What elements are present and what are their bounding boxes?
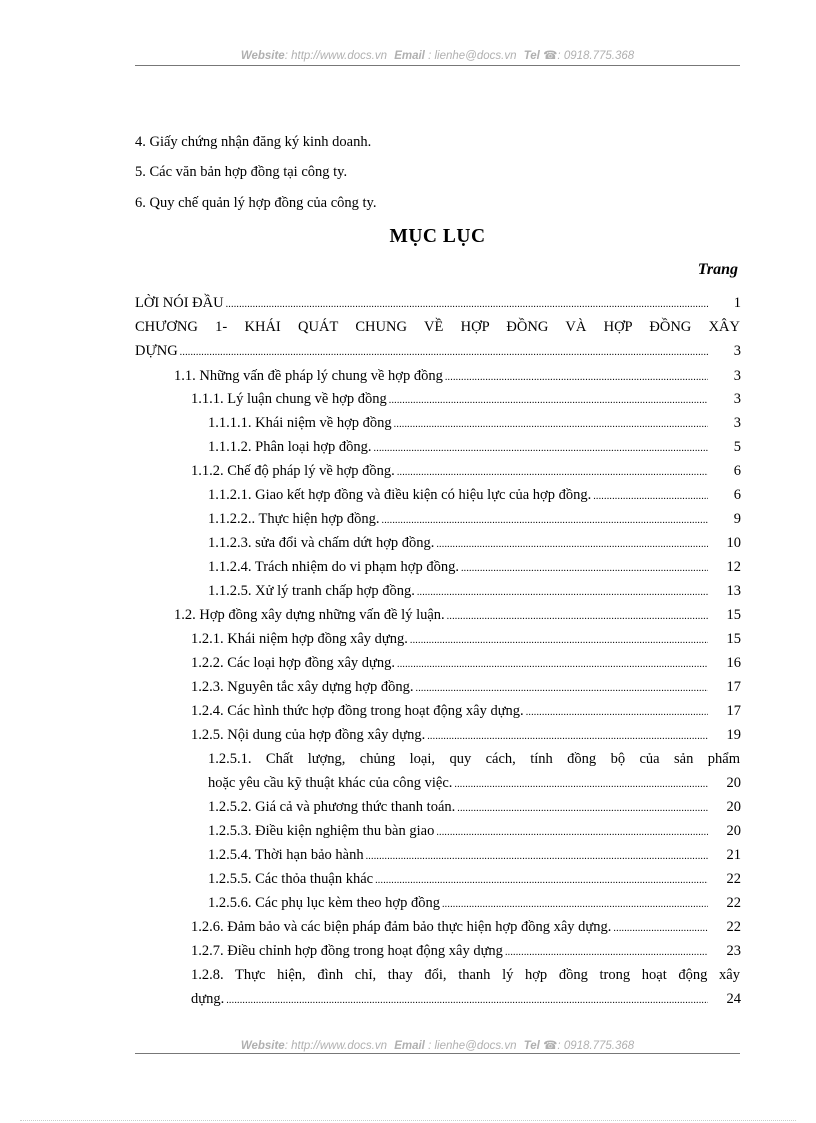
- toc-entry-title-continuation: dựng.: [191, 991, 225, 1007]
- toc-page-number: 1: [733, 295, 741, 311]
- toc-entry[interactable]: [0, 630, 816, 648]
- toc-dot-leader: [442, 898, 708, 912]
- toc-entry[interactable]: [0, 486, 816, 504]
- toc-page-number: 5: [733, 439, 741, 455]
- toc-page-number: 9: [733, 511, 741, 527]
- toc-page-number: 3: [733, 368, 741, 384]
- toc-page-number: 6: [733, 463, 741, 479]
- email-label: Email: [394, 1040, 425, 1052]
- toc-page-number: 16: [726, 655, 741, 671]
- phone-number: 0918.775.368: [563, 1040, 635, 1052]
- toc-title: MỤC LỤC: [389, 226, 486, 247]
- toc-entry-title: 1.1.2.4. Trách nhiệm do vi phạm hợp đồng.: [208, 559, 459, 575]
- toc-page-number: 22: [726, 919, 741, 935]
- toc-page-number: 13: [726, 583, 741, 599]
- reference-item: 4. Giấy chứng nhận đăng ký kinh doanh.: [135, 134, 372, 150]
- toc-entry-title: 1.1. Những vấn đề pháp lý chung về hợp đồng: [174, 368, 443, 384]
- toc-entry-title: 1.2.2. Các loại hợp đồng xây dựng.: [191, 655, 395, 671]
- toc-dot-leader: [180, 346, 708, 360]
- toc-dot-leader: [457, 802, 708, 816]
- toc-page-number: 21: [726, 847, 741, 863]
- toc-page-number: 15: [726, 607, 741, 623]
- toc-dot-leader: [505, 946, 708, 960]
- toc-dot-leader: [445, 371, 708, 385]
- toc-page-number: 3: [733, 391, 741, 407]
- toc-entry-title-continuation: DỰNG: [135, 343, 178, 359]
- toc-dot-leader: [375, 874, 708, 888]
- reference-item: 6. Quy chế quản lý hợp đồng của công ty.: [135, 195, 377, 211]
- toc-entry[interactable]: [0, 894, 816, 912]
- toc-entry[interactable]: [0, 654, 816, 672]
- email-address[interactable]: lienhe@docs.vn: [434, 1040, 517, 1052]
- website-url[interactable]: http://www.docs.vn: [291, 50, 387, 62]
- website-label: Website: [240, 50, 285, 62]
- toc-dot-leader: [416, 682, 708, 696]
- phone-icon: ☎: [543, 50, 558, 62]
- toc-dot-leader: [366, 850, 708, 864]
- toc-page-number: 15: [726, 631, 741, 647]
- toc-entry[interactable]: [0, 438, 816, 456]
- toc-entry-title: 1.2.5.1. Chất lượng, chủng loại, quy cách, tính đồng bộ của sản phẩm: [208, 751, 740, 767]
- toc-entry[interactable]: [0, 942, 816, 960]
- toc-page-number: 20: [726, 823, 741, 839]
- toc-entry-title: LỜI NÓI ĐẦU: [135, 295, 224, 311]
- toc-entry[interactable]: [0, 294, 816, 312]
- toc-dot-leader: [397, 466, 708, 480]
- toc-entry[interactable]: [0, 918, 816, 936]
- tel-label: Tel: [523, 1040, 540, 1052]
- phone-icon: ☎: [543, 1040, 558, 1052]
- toc-entry-title: 1.2.5.4. Thời hạn bảo hành: [208, 847, 364, 863]
- toc-entry[interactable]: [0, 510, 816, 528]
- toc-dot-leader: [454, 778, 708, 792]
- toc-entry[interactable]: [0, 367, 816, 385]
- toc-entry-title: 1.1.2.3. sửa đổi và chấm dứt hợp đồng.: [208, 535, 435, 551]
- toc-dot-leader: [382, 514, 708, 528]
- toc-entry[interactable]: [0, 702, 816, 720]
- toc-entry-title: 1.1.2. Chế độ pháp lý về hợp đồng.: [191, 463, 395, 479]
- toc-dot-leader: [436, 826, 708, 840]
- toc-entry-title: 1.2.6. Đảm bảo và các biện pháp đảm bảo thực hiện hợp đồng xây dựng.: [191, 919, 612, 935]
- toc-entry[interactable]: [0, 318, 816, 360]
- toc-page-number: 24: [726, 991, 741, 1007]
- toc-entry-title: 1.1.2.5. Xử lý tranh chấp hợp đồng.: [208, 583, 415, 599]
- toc-entry-title: 1.2.3. Nguyên tắc xây dựng hợp đồng.: [191, 679, 414, 695]
- toc-entry-title: 1.1.1.2. Phân loại hợp đồng.: [208, 439, 372, 455]
- footer-divider: [135, 1053, 740, 1054]
- toc-dot-leader: [436, 538, 708, 552]
- toc-dot-leader: [613, 922, 708, 936]
- page-edge: [20, 1120, 796, 1121]
- toc-entry-title: 1.2.5.3. Điều kiện nghiệm thu bàn giao: [208, 823, 435, 839]
- toc-page-number: 6: [733, 487, 741, 503]
- toc-entry-title: 1.1.2.2.. Thực hiện hợp đồng.: [208, 511, 380, 527]
- toc-dot-leader: [226, 994, 708, 1008]
- toc-dot-leader: [226, 298, 708, 312]
- toc-entry-title: 1.2.5. Nội dung của hợp đồng xây dựng.: [191, 727, 426, 743]
- toc-page-number: 3: [733, 415, 741, 431]
- toc-entry-title: 1.1.1. Lý luận chung về hợp đồng: [191, 391, 387, 407]
- toc-entry-title: 1.2.8. Thực hiện, đình chỉ, thay đổi, thanh lý hợp đồng trong hoạt động xây: [191, 967, 740, 983]
- toc-entry[interactable]: [0, 798, 816, 816]
- toc-dot-leader: [593, 490, 708, 504]
- toc-entry-title: 1.2.5.5. Các thỏa thuận khác: [208, 871, 374, 887]
- email-address[interactable]: lienhe@docs.vn: [434, 50, 517, 62]
- page-header: Website: http://www.docs.vn Email : lienhe@docs.vn Tel ☎: 0918.775.368: [240, 50, 635, 62]
- toc-dot-leader: [410, 634, 708, 648]
- toc-entry[interactable]: [0, 558, 816, 576]
- toc-entry[interactable]: [0, 678, 816, 696]
- page-footer: Website: http://www.docs.vn Email : lienhe@docs.vn Tel ☎: 0918.775.368: [240, 1040, 635, 1052]
- toc-page-number: 10: [726, 535, 741, 551]
- toc-page-number: 17: [726, 703, 741, 719]
- toc-dot-leader: [389, 394, 708, 408]
- toc-dot-leader: [461, 562, 708, 576]
- toc-entry[interactable]: [0, 606, 816, 624]
- toc-entry-title: CHƯƠNG 1- KHÁI QUÁT CHUNG VỀ HỢP ĐỒNG VÀ HỢP ĐỒNG XÂY: [135, 319, 740, 335]
- toc-entry-title: 1.2.4. Các hình thức hợp đồng trong hoạt động xây dựng.: [191, 703, 524, 719]
- toc-dot-leader: [397, 658, 708, 672]
- email-label: Email: [394, 50, 425, 62]
- toc-entry-title-continuation: hoặc yêu cầu kỹ thuật khác của công việc.: [208, 775, 453, 791]
- reference-item: 5. Các văn bản hợp đồng tại công ty.: [135, 164, 348, 180]
- toc-page-number: 12: [726, 559, 741, 575]
- website-url[interactable]: http://www.docs.vn: [291, 1040, 387, 1052]
- toc-entry-title: 1.1.1.1. Khái niệm về hợp đồng: [208, 415, 392, 431]
- toc-dot-leader: [526, 706, 708, 720]
- toc-page-number: 3: [733, 343, 741, 359]
- toc-entry-title: 1.1.2.1. Giao kết hợp đồng và điều kiện có hiệu lực của hợp đồng.: [208, 487, 592, 503]
- toc-dot-leader: [447, 610, 708, 624]
- toc-dot-leader: [417, 586, 708, 600]
- toc-page-column-label: Trang: [697, 261, 738, 278]
- website-label: Website: [240, 1040, 285, 1052]
- tel-label: Tel: [523, 50, 540, 62]
- toc-page-number: 17: [726, 679, 741, 695]
- toc-entry-title: 1.2.5.6. Các phụ lục kèm theo hợp đồng: [208, 895, 440, 911]
- toc-entry[interactable]: [0, 462, 816, 480]
- toc-entry[interactable]: [0, 846, 816, 864]
- toc-entry[interactable]: [0, 414, 816, 432]
- toc-page-number: 20: [726, 799, 741, 815]
- toc-entry-title: 1.2.1. Khái niệm hợp đồng xây dựng.: [191, 631, 408, 647]
- toc-entry[interactable]: [0, 822, 816, 840]
- toc-page-number: 20: [726, 775, 741, 791]
- toc-dot-leader: [394, 418, 708, 432]
- toc-entry[interactable]: [0, 870, 816, 888]
- toc-entry[interactable]: [0, 534, 816, 552]
- toc-entry-title: 1.2.5.2. Giá cả và phương thức thanh toán.: [208, 799, 456, 815]
- toc-entry-title: 1.2.7. Điều chỉnh hợp đồng trong hoạt động xây dựng: [191, 943, 503, 959]
- toc-dot-leader: [374, 442, 708, 456]
- toc-entry[interactable]: [0, 966, 816, 1008]
- toc-page-number: 22: [726, 871, 741, 887]
- toc-page-number: 23: [726, 943, 741, 959]
- toc-entry[interactable]: [0, 582, 816, 600]
- toc-entry[interactable]: [0, 726, 816, 744]
- toc-page-number: 22: [726, 895, 741, 911]
- toc-page-number: 19: [726, 727, 741, 743]
- toc-entry-title: 1.2. Hợp đồng xây dựng những vấn đề lý luận.: [174, 607, 445, 623]
- toc-dot-leader: [427, 730, 708, 744]
- phone-number: 0918.775.368: [563, 50, 635, 62]
- toc-entry[interactable]: [0, 390, 816, 408]
- toc-entry[interactable]: [0, 750, 816, 792]
